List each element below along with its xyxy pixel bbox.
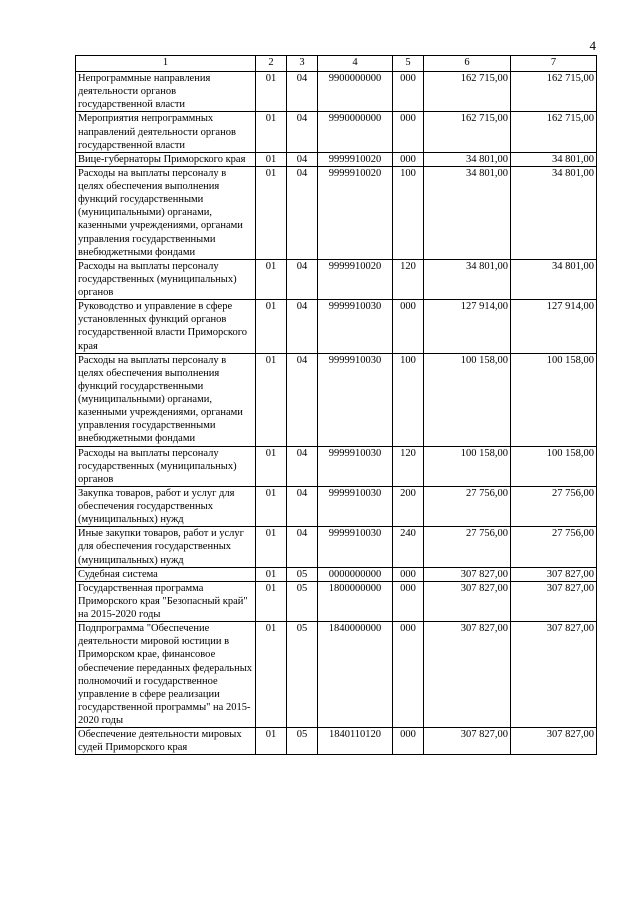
section-code-cell: 01 (256, 567, 287, 581)
table-row (76, 112, 597, 152)
section-code-cell: 01 (256, 581, 287, 621)
expense-type-cell: 000 (393, 581, 424, 621)
section-code-cell: 01 (256, 622, 287, 728)
amount-cell: 307 827,00 (511, 622, 597, 728)
row-name-cell: Обеспечение деятельности мировых судей Приморского края (76, 728, 256, 755)
section-code-cell: 01 (256, 112, 287, 152)
target-article-cell: 9900000000 (318, 72, 393, 112)
target-article-cell: 9999910030 (318, 353, 393, 446)
expense-type-cell: 000 (393, 728, 424, 755)
amount-cell: 307 827,00 (424, 728, 511, 755)
column-header: 6 (424, 56, 511, 72)
table-row (76, 622, 597, 728)
subsection-code-cell: 04 (287, 259, 318, 299)
amount-cell: 307 827,00 (511, 728, 597, 755)
table-row (76, 567, 597, 581)
amount-cell: 307 827,00 (424, 622, 511, 728)
row-name-cell: Расходы на выплаты персоналу в целях обеспечения выполнения функций государственными (муниципальными) органами, казенными учреждениями, органами управления государственными внебюджетными фондами (76, 166, 256, 259)
table-row (76, 300, 597, 354)
expense-type-cell: 000 (393, 567, 424, 581)
amount-cell: 34 801,00 (424, 259, 511, 299)
page-number: 4 (589, 38, 596, 53)
row-name-cell: Мероприятия непрограммных направлений деятельности органов государственной власти (76, 112, 256, 152)
section-code-cell: 01 (256, 446, 287, 486)
target-article-cell: 9999910030 (318, 527, 393, 567)
target-article-cell: 1840110120 (318, 728, 393, 755)
row-name-cell: Иные закупки товаров, работ и услуг для обеспечения государственных (муниципальных) нужд (76, 527, 256, 567)
expense-type-cell: 100 (393, 353, 424, 446)
column-header: 7 (511, 56, 597, 72)
expense-type-cell: 120 (393, 446, 424, 486)
subsection-code-cell: 04 (287, 446, 318, 486)
table-row (76, 353, 597, 446)
table-row (76, 72, 597, 112)
expense-type-cell: 000 (393, 622, 424, 728)
subsection-code-cell: 04 (287, 112, 318, 152)
budget-table-body (76, 72, 597, 755)
amount-cell: 307 827,00 (424, 581, 511, 621)
amount-cell: 34 801,00 (424, 152, 511, 166)
subsection-code-cell: 04 (287, 166, 318, 259)
table-row (76, 581, 597, 621)
row-name-cell: Расходы на выплаты персоналу государственных (муниципальных) органов (76, 446, 256, 486)
row-name-cell: Расходы на выплаты персоналу государственных (муниципальных) органов (76, 259, 256, 299)
subsection-code-cell: 04 (287, 486, 318, 526)
section-code-cell: 01 (256, 300, 287, 354)
section-code-cell: 01 (256, 527, 287, 567)
amount-cell: 162 715,00 (511, 72, 597, 112)
expense-type-cell: 120 (393, 259, 424, 299)
subsection-code-cell: 05 (287, 581, 318, 621)
amount-cell: 34 801,00 (511, 259, 597, 299)
target-article-cell: 9999910020 (318, 166, 393, 259)
row-name-cell: Подпрограмма "Обеспечение деятельности мировой юстиции в Приморском крае, финансовое обеспечение переданных федеральных полномочий и государственное управление в сфере реализации государственной программы" на 2015-2020 годы (76, 622, 256, 728)
row-name-cell: Вице-губернаторы Приморского края (76, 152, 256, 166)
section-code-cell: 01 (256, 486, 287, 526)
amount-cell: 162 715,00 (424, 112, 511, 152)
section-code-cell: 01 (256, 353, 287, 446)
target-article-cell: 0000000000 (318, 567, 393, 581)
table-row (76, 152, 597, 166)
table-row (76, 728, 597, 755)
table-row (76, 259, 597, 299)
column-header: 1 (76, 56, 256, 72)
amount-cell: 307 827,00 (511, 581, 597, 621)
subsection-code-cell: 05 (287, 567, 318, 581)
section-code-cell: 01 (256, 728, 287, 755)
target-article-cell: 1840000000 (318, 622, 393, 728)
header-row (76, 56, 597, 72)
amount-cell: 100 158,00 (424, 353, 511, 446)
amount-cell: 27 756,00 (511, 527, 597, 567)
expense-type-cell: 100 (393, 166, 424, 259)
row-name-cell: Судебная система (76, 567, 256, 581)
amount-cell: 162 715,00 (511, 112, 597, 152)
expense-type-cell: 000 (393, 72, 424, 112)
expense-type-cell: 200 (393, 486, 424, 526)
subsection-code-cell: 04 (287, 353, 318, 446)
column-header: 5 (393, 56, 424, 72)
target-article-cell: 1800000000 (318, 581, 393, 621)
section-code-cell: 01 (256, 166, 287, 259)
amount-cell: 27 756,00 (424, 527, 511, 567)
column-header: 3 (287, 56, 318, 72)
expense-type-cell: 000 (393, 112, 424, 152)
subsection-code-cell: 04 (287, 527, 318, 567)
target-article-cell: 9999910020 (318, 259, 393, 299)
amount-cell: 307 827,00 (511, 567, 597, 581)
row-name-cell: Руководство и управление в сфере установленных функций органов государственной власти Приморского края (76, 300, 256, 354)
target-article-cell: 9990000000 (318, 112, 393, 152)
amount-cell: 27 756,00 (424, 486, 511, 526)
table-row (76, 446, 597, 486)
amount-cell: 100 158,00 (511, 446, 597, 486)
expense-type-cell: 240 (393, 527, 424, 567)
amount-cell: 307 827,00 (424, 567, 511, 581)
amount-cell: 162 715,00 (424, 72, 511, 112)
subsection-code-cell: 04 (287, 72, 318, 112)
amount-cell: 34 801,00 (511, 166, 597, 259)
subsection-code-cell: 04 (287, 300, 318, 354)
row-name-cell: Непрограммные направления деятельности органов государственной власти (76, 72, 256, 112)
table-row (76, 486, 597, 526)
amount-cell: 27 756,00 (511, 486, 597, 526)
amount-cell: 34 801,00 (511, 152, 597, 166)
amount-cell: 127 914,00 (511, 300, 597, 354)
section-code-cell: 01 (256, 152, 287, 166)
section-code-cell: 01 (256, 259, 287, 299)
target-article-cell: 9999910020 (318, 152, 393, 166)
subsection-code-cell: 04 (287, 152, 318, 166)
subsection-code-cell: 05 (287, 622, 318, 728)
amount-cell: 127 914,00 (424, 300, 511, 354)
expense-type-cell: 000 (393, 152, 424, 166)
column-header: 2 (256, 56, 287, 72)
row-name-cell: Закупка товаров, работ и услуг для обеспечения государственных (муниципальных) нужд (76, 486, 256, 526)
amount-cell: 34 801,00 (424, 166, 511, 259)
subsection-code-cell: 05 (287, 728, 318, 755)
target-article-cell: 9999910030 (318, 486, 393, 526)
expense-type-cell: 000 (393, 300, 424, 354)
target-article-cell: 9999910030 (318, 446, 393, 486)
table-row (76, 527, 597, 567)
amount-cell: 100 158,00 (511, 353, 597, 446)
target-article-cell: 9999910030 (318, 300, 393, 354)
row-name-cell: Государственная программа Приморского края "Безопасный край" на 2015-2020 годы (76, 581, 256, 621)
amount-cell: 100 158,00 (424, 446, 511, 486)
row-name-cell: Расходы на выплаты персоналу в целях обеспечения выполнения функций государственными (муниципальными) органами, казенными учреждениями, органами управления государственными внебюджетными фондами (76, 353, 256, 446)
section-code-cell: 01 (256, 72, 287, 112)
column-header: 4 (318, 56, 393, 72)
budget-table (75, 55, 597, 755)
table-row (76, 166, 597, 259)
